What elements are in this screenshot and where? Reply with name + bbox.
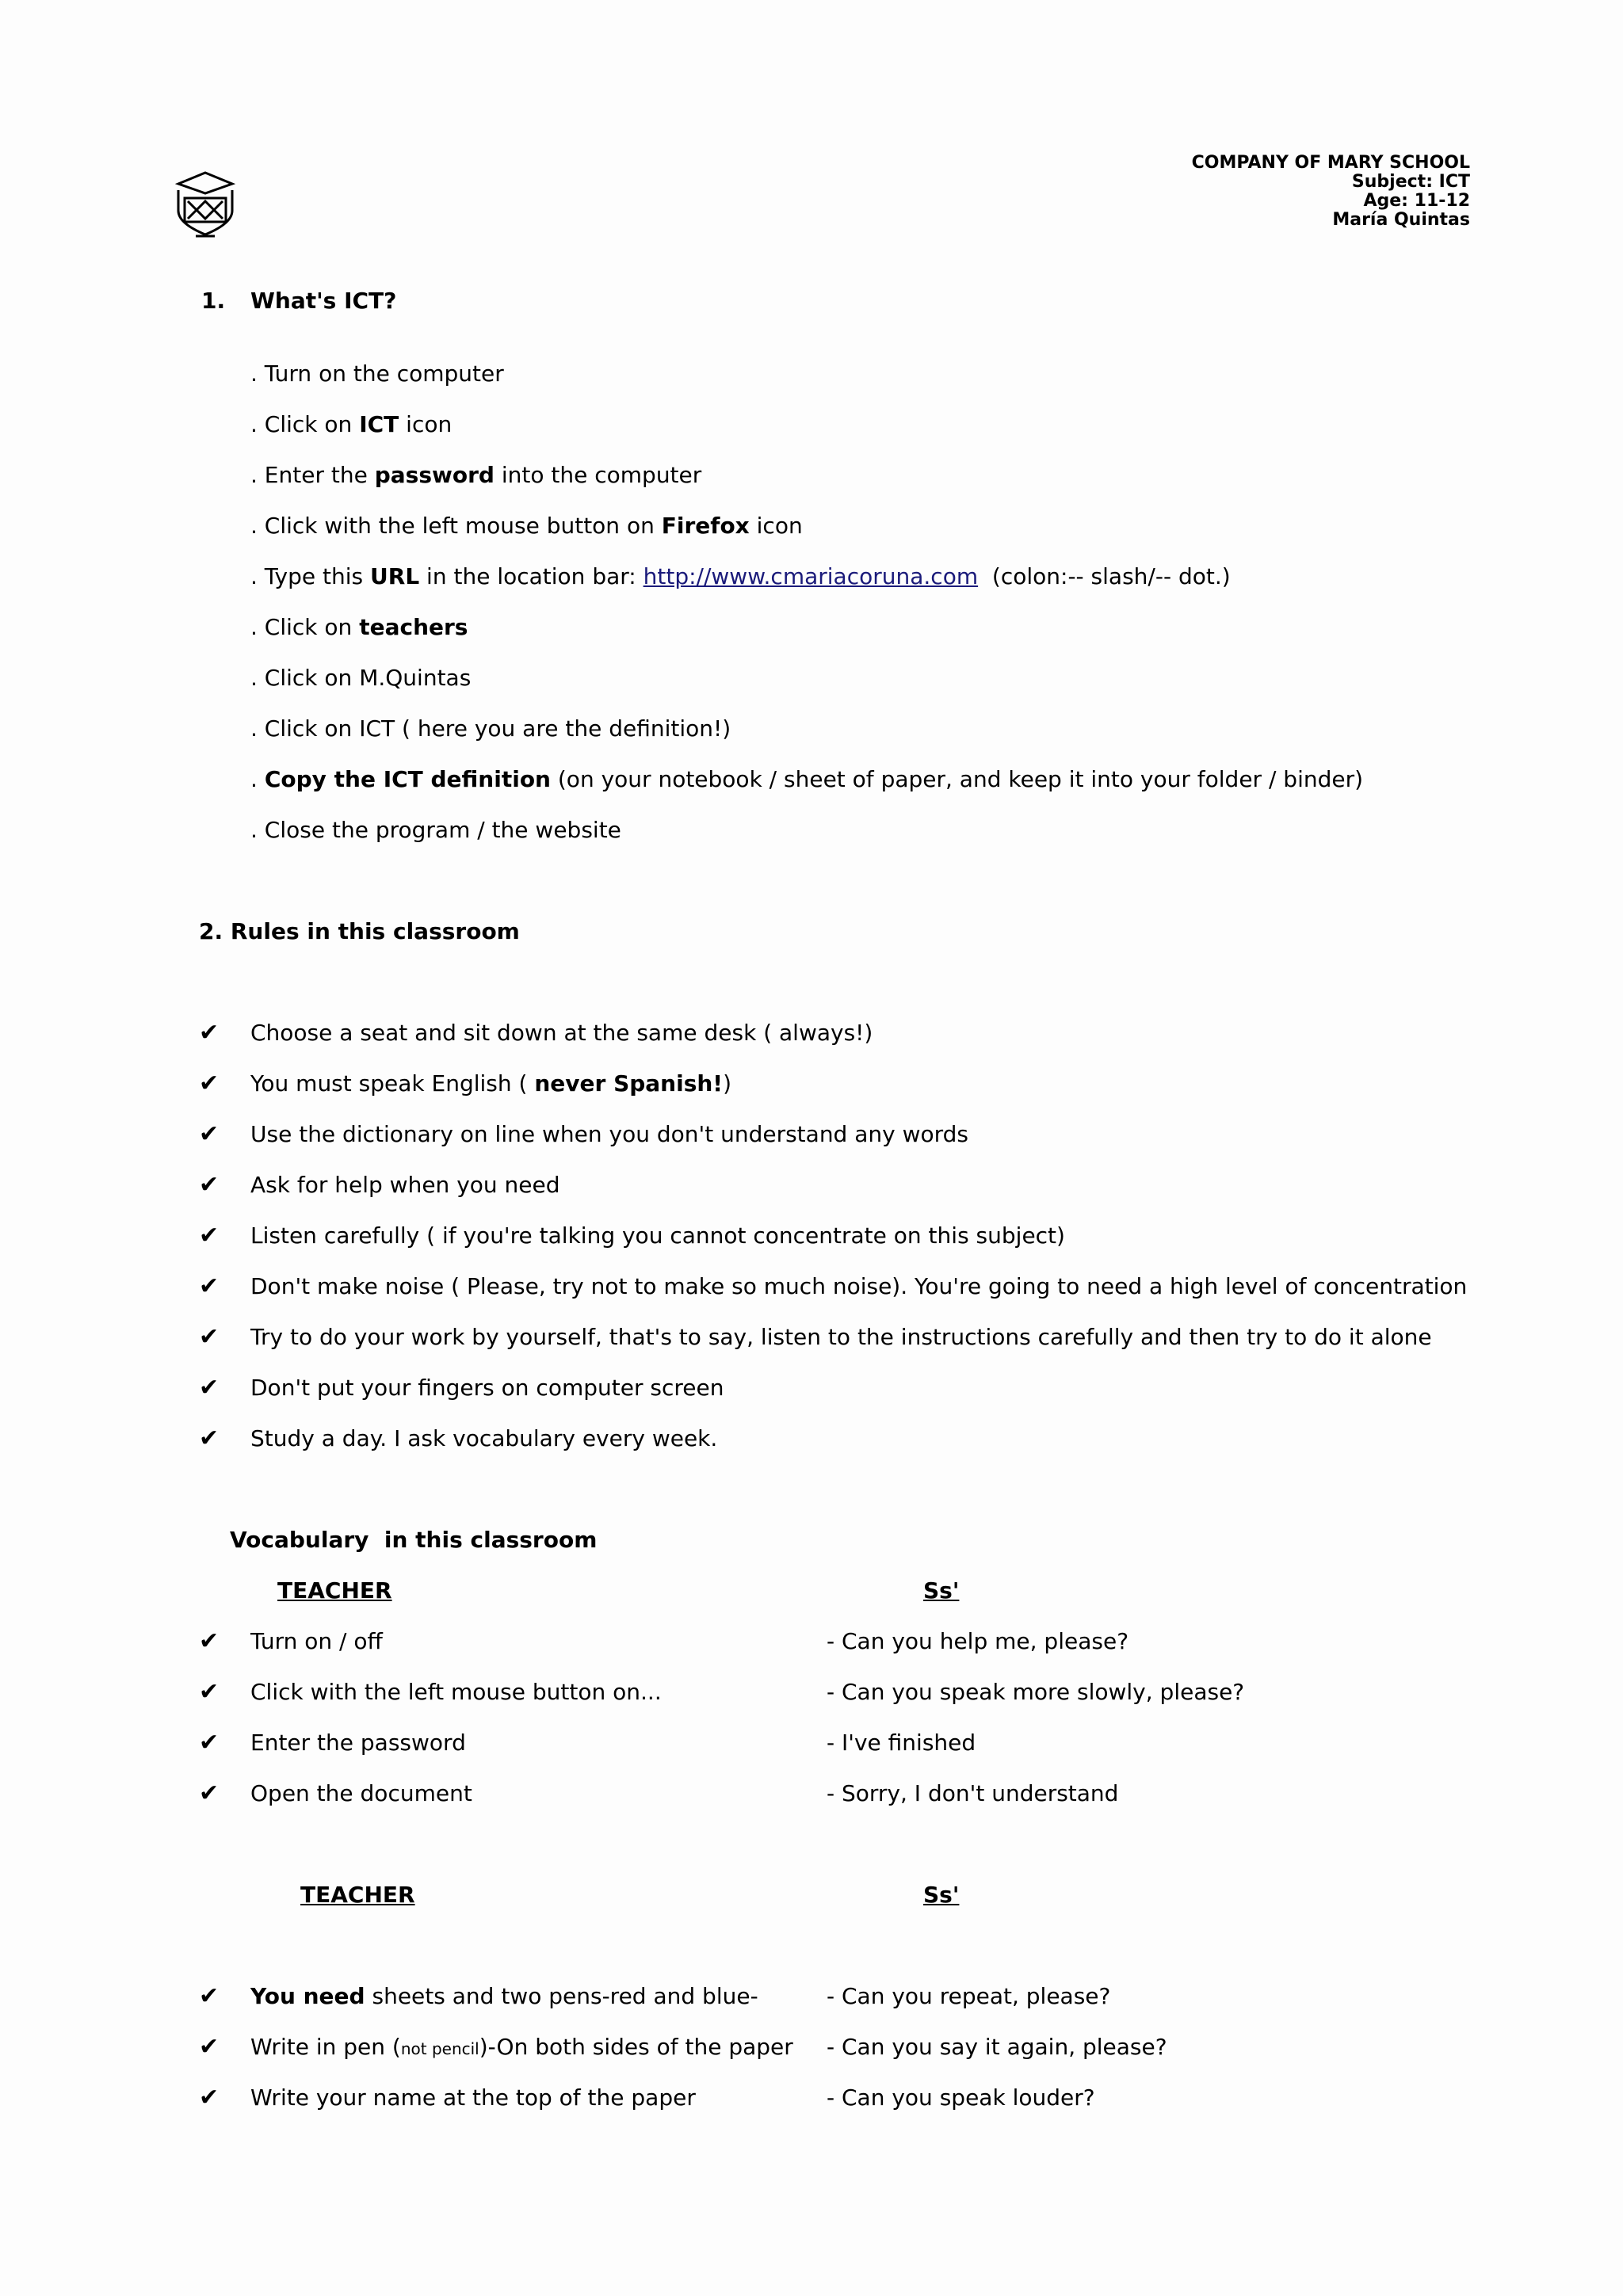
section1-title: What's ICT? xyxy=(250,288,397,314)
check-icon: ✔ xyxy=(199,1171,220,1199)
teacher-phrase: Write in pen (not pencil)-On both sides of the paper xyxy=(250,2034,793,2060)
rule-listen: Listen carefully ( if you're talking you cannot concentrate on this subject) xyxy=(250,1222,1065,1249)
rule-study: Study a day. I ask vocabulary every week. xyxy=(250,1425,718,1451)
teacher-column-header-2: TEACHER xyxy=(300,1882,415,1908)
check-icon: ✔ xyxy=(199,1729,220,1756)
teacher-phrase: Write your name at the top of the paper xyxy=(250,2084,696,2111)
teacher-column-header: TEACHER xyxy=(277,1577,392,1604)
teacher-phrase: Click with the left mouse button on... xyxy=(250,1679,662,1705)
rule-english: You must speak English ( never Spanish!) xyxy=(250,1070,732,1097)
step-firefox: . Click with the left mouse button on Firefox icon xyxy=(250,513,803,539)
rule-noise: Don't make noise ( Please, try not to make so much noise). You're going to need a high level of concentration xyxy=(250,1273,1468,1299)
teacher-phrase: You need sheets and two pens-red and blue- xyxy=(250,1983,758,2009)
step-ict-definition: . Click on ICT ( here you are the definition!) xyxy=(250,715,731,742)
teacher-name: María Quintas xyxy=(1332,210,1470,230)
step-copy-definition: . Copy the ICT definition (on your notebook / sheet of paper, and keep it into your folder / binder) xyxy=(250,766,1364,792)
step-click-ict: . Click on ICT icon xyxy=(250,411,453,437)
students-column-header-2: Ss' xyxy=(923,1882,960,1908)
check-icon: ✔ xyxy=(199,1627,220,1655)
rule-seat: Choose a seat and sit down at the same desk ( always!) xyxy=(250,1020,873,1046)
section2-title: 2. Rules in this classroom xyxy=(199,918,520,944)
student-phrase: - Can you repeat, please? xyxy=(827,1983,1111,2009)
check-icon: ✔ xyxy=(199,1779,220,1807)
check-icon: ✔ xyxy=(199,1982,220,2010)
student-phrase: - Can you speak louder? xyxy=(827,2084,1095,2111)
step-turn-on: . Turn on the computer xyxy=(250,360,504,387)
section1-number: 1. xyxy=(201,288,226,314)
check-icon: ✔ xyxy=(199,2033,220,2061)
step-mquintas: . Click on M.Quintas xyxy=(250,665,472,691)
step-password: . Enter the password into the computer xyxy=(250,462,702,488)
rule-help: Ask for help when you need xyxy=(250,1172,560,1198)
check-icon: ✔ xyxy=(199,1374,220,1402)
teacher-phrase: Enter the password xyxy=(250,1730,466,1756)
age-label: Age: 11-12 xyxy=(1363,191,1470,211)
subject-label: Subject: ICT xyxy=(1351,172,1470,192)
step-teachers: . Click on teachers xyxy=(250,614,468,640)
student-phrase: - Can you say it again, please? xyxy=(827,2034,1167,2060)
step-url: . Type this URL in the location bar: http://www.cmariacoruna.com (colon:-- slash/-- dot.) xyxy=(250,563,1231,589)
student-phrase: - Can you speak more slowly, please? xyxy=(827,1679,1245,1705)
check-icon: ✔ xyxy=(199,1425,220,1452)
student-phrase: - Sorry, I don't understand xyxy=(827,1780,1119,1806)
vocabulary-title: Vocabulary in this classroom xyxy=(230,1527,598,1553)
teacher-phrase: Turn on / off xyxy=(250,1628,383,1654)
check-icon: ✔ xyxy=(199,1323,220,1351)
check-icon: ✔ xyxy=(199,1120,220,1148)
check-icon: ✔ xyxy=(199,1678,220,1706)
check-icon: ✔ xyxy=(199,2084,220,2111)
school-name: COMPANY OF MARY SCHOOL xyxy=(1191,153,1470,173)
rule-dictionary: Use the dictionary on line when you don't understand any words xyxy=(250,1121,969,1147)
check-icon: ✔ xyxy=(199,1272,220,1300)
students-column-header: Ss' xyxy=(923,1577,960,1604)
rule-work-alone: Try to do your work by yourself, that's to say, listen to the instructions carefully and then try to do it alone xyxy=(250,1324,1432,1350)
check-icon: ✔ xyxy=(199,1222,220,1249)
teacher-phrase: Open the document xyxy=(250,1780,472,1806)
student-phrase: - Can you help me, please? xyxy=(827,1628,1129,1654)
step-close: . Close the program / the website xyxy=(250,817,621,843)
check-icon: ✔ xyxy=(199,1019,220,1047)
rule-screen: Don't put your fingers on computer screen xyxy=(250,1375,724,1401)
student-phrase: - I've finished xyxy=(827,1730,976,1756)
school-logo-icon xyxy=(174,170,237,241)
school-website-link[interactable]: http://www.cmariacoruna.com xyxy=(643,563,979,589)
check-icon: ✔ xyxy=(199,1070,220,1097)
